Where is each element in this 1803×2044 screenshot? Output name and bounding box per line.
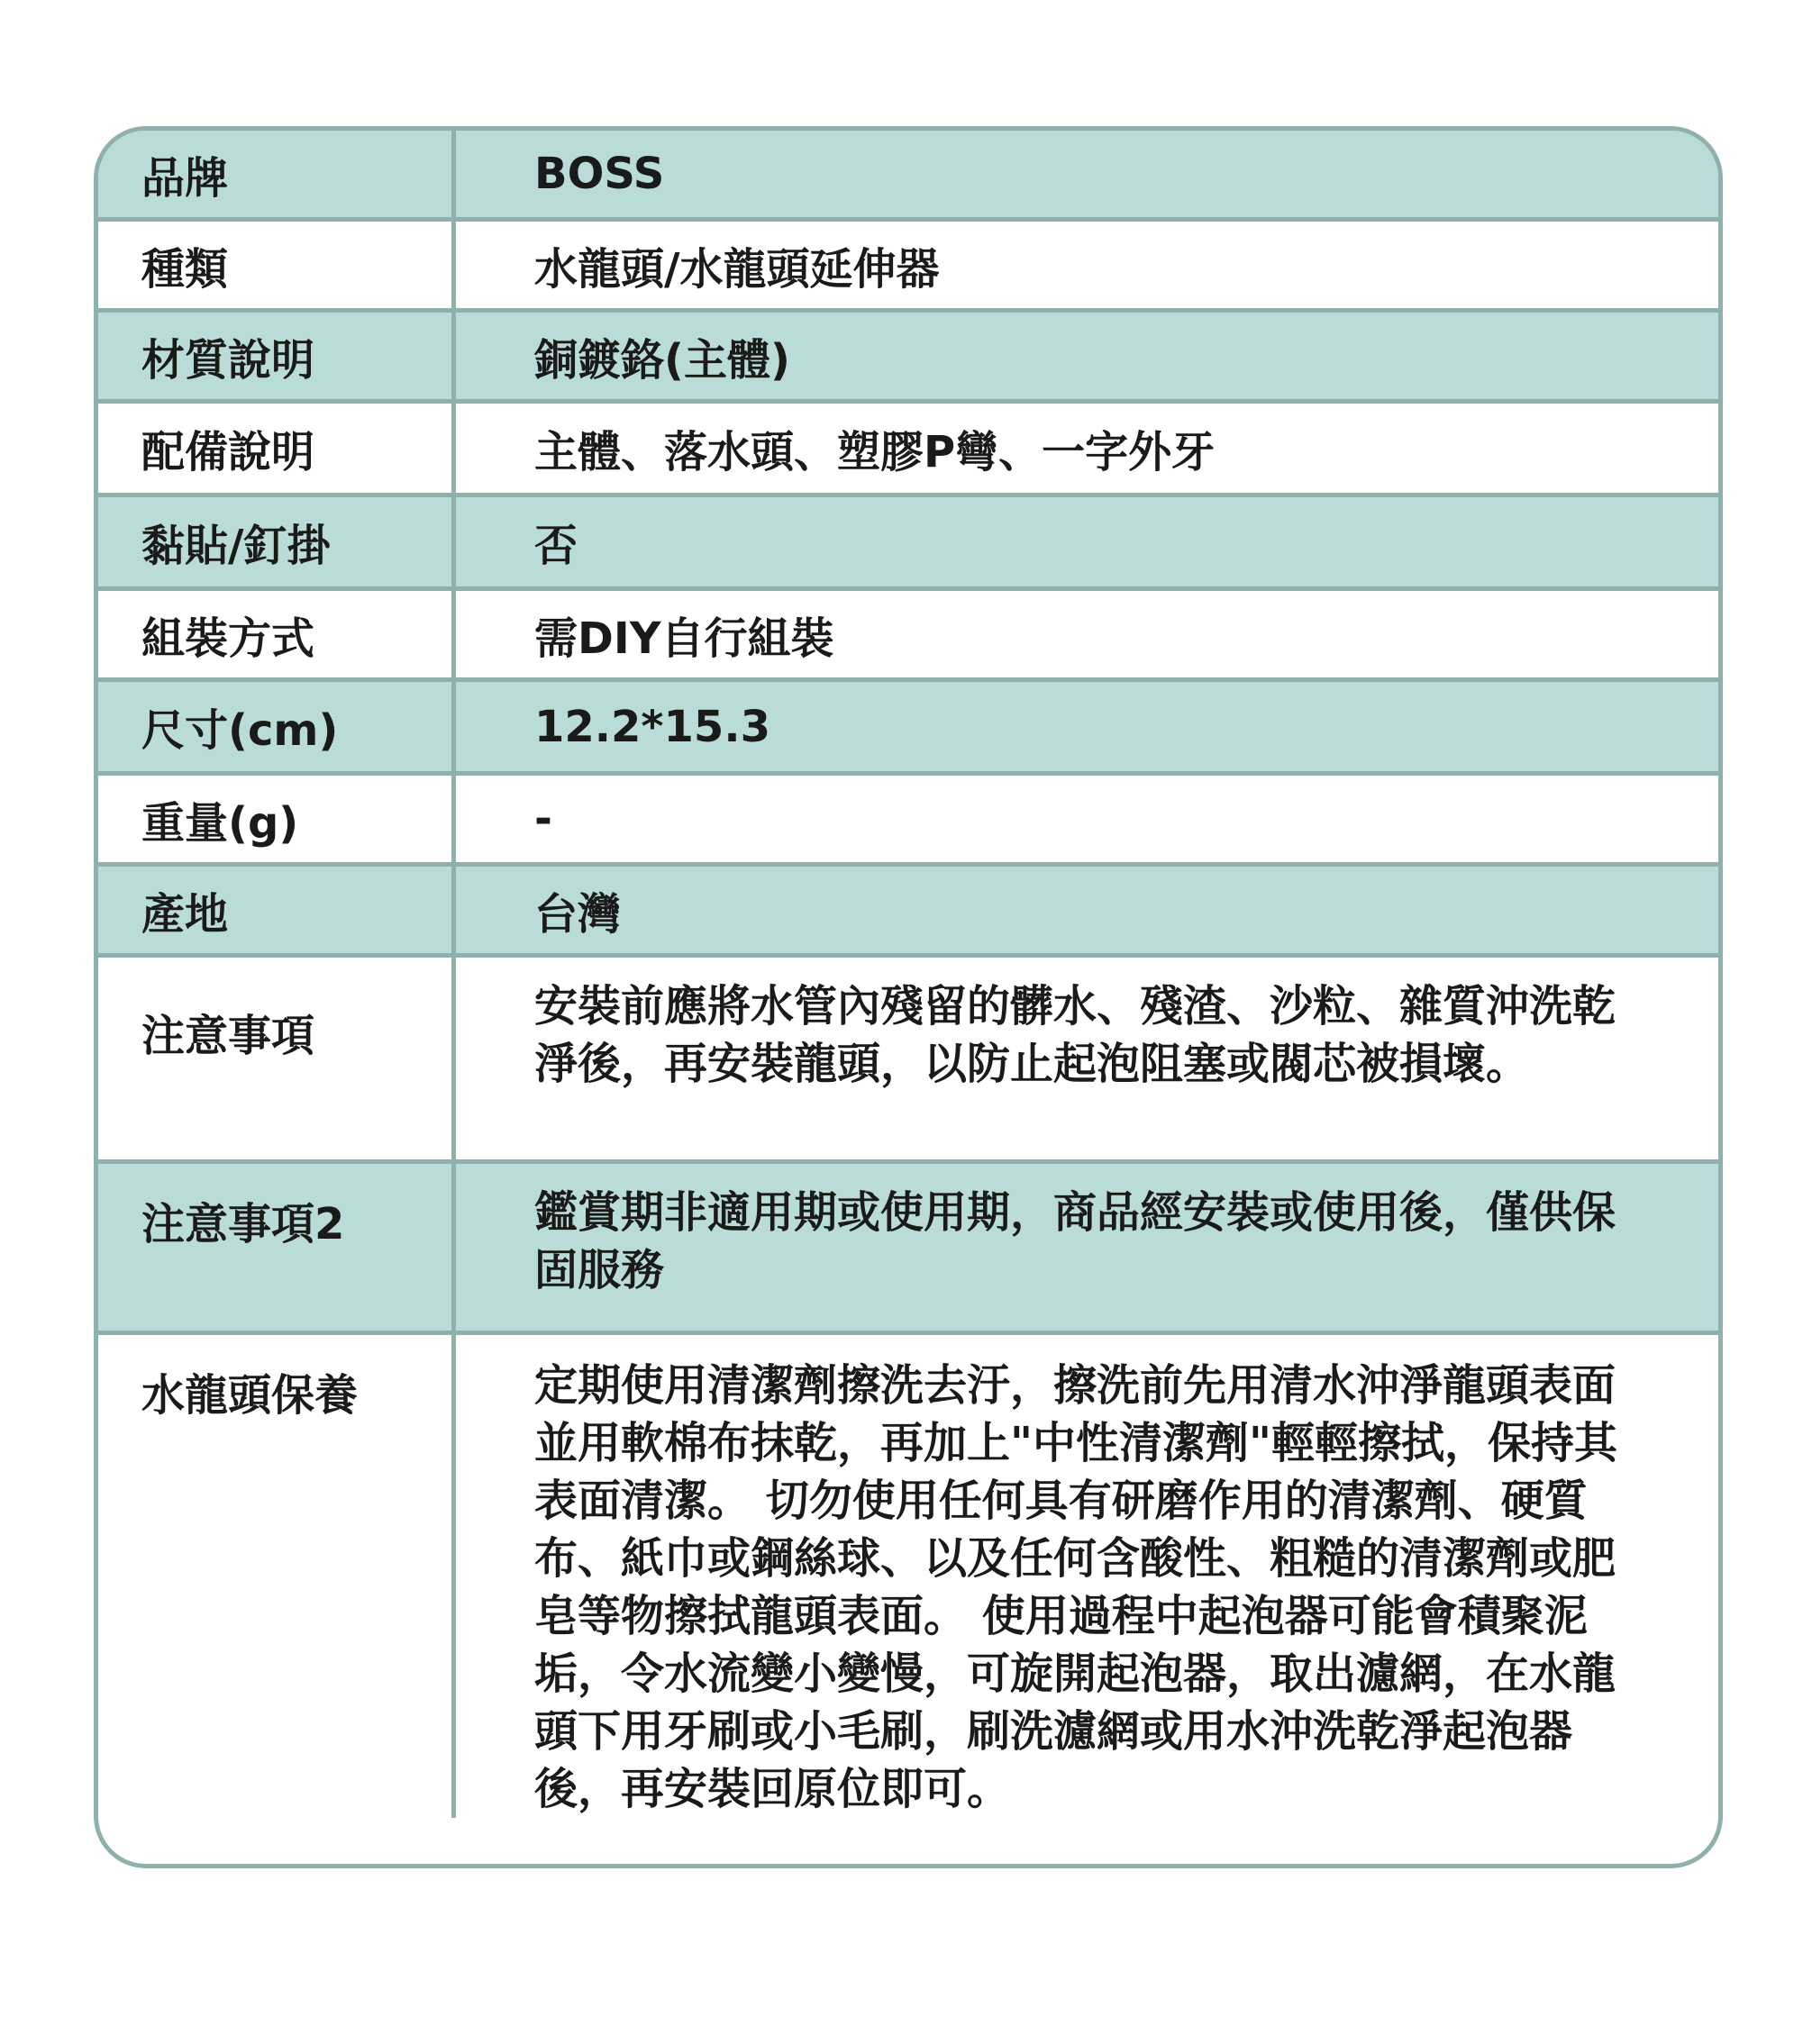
spec-row-size bbox=[98, 682, 1718, 776]
spec-label: 尺寸(cm) bbox=[98, 682, 456, 771]
spec-row-material bbox=[98, 313, 1718, 404]
spec-row-notice bbox=[98, 958, 1718, 1164]
spec-row-origin bbox=[98, 867, 1718, 958]
spec-value: 否 bbox=[534, 521, 578, 571]
spec-row-weight bbox=[98, 776, 1718, 867]
spec-value: 定期使用清潔劑擦洗去汙，擦洗前先用清水沖淨龍頭表面並用軟棉布抹乾，再加上"中性清潔劑"輕輕擦拭，保持其表面清潔。 切勿使用任何具有研磨作用的清潔劑、硬質布、紙巾或鋼絲球、以及任何含酸性、粗糙的清潔劑或肥皂等物擦拭龍頭表面。 使用過程中起泡器可能會積聚泥垢，令水流變小變慢，可旋開起泡器，取出濾網，在水龍頭下用牙刷或小毛刷，刷洗濾網或用水沖洗乾淨起泡器後，再安裝回原位即可。 bbox=[534, 1360, 1618, 1814]
spec-row-accessories bbox=[98, 404, 1718, 497]
spec-row-brand bbox=[98, 131, 1718, 222]
spec-table bbox=[94, 126, 1723, 1868]
spec-row-mounting bbox=[98, 497, 1718, 591]
spec-label: 重量(g) bbox=[98, 776, 456, 862]
spec-value: 鑑賞期非適用期或使用期，商品經安裝或使用後，僅供保固服務 bbox=[534, 1187, 1616, 1295]
spec-label: 黏貼/釘掛 bbox=[98, 497, 456, 586]
spec-value: - bbox=[534, 794, 552, 844]
spec-value: 銅鍍鉻(主體) bbox=[534, 334, 790, 386]
spec-label: 注意事項2 bbox=[98, 1164, 456, 1331]
spec-value: 需DIY自行組裝 bbox=[534, 613, 834, 664]
spec-row-assembly bbox=[98, 591, 1718, 682]
spec-value: 主體、落水頭、塑膠P彎、一字外牙 bbox=[534, 427, 1216, 477]
spec-value: BOSS bbox=[534, 149, 665, 199]
spec-label: 水龍頭保養 bbox=[98, 1335, 456, 1818]
spec-label: 組裝方式 bbox=[98, 591, 456, 677]
spec-row-faucet-care bbox=[98, 1335, 1718, 1818]
spec-label: 材質說明 bbox=[98, 313, 456, 399]
spec-value: 台灣 bbox=[534, 888, 622, 940]
spec-label: 品牌 bbox=[98, 131, 456, 217]
spec-value: 12.2*15.3 bbox=[534, 701, 770, 752]
spec-row-type bbox=[98, 222, 1718, 313]
spec-value: 安裝前應將水管內殘留的髒水、殘渣、沙粒、雜質沖洗乾淨後，再安裝龍頭，以防止起泡阻塞或閥芯被損壞。 bbox=[534, 981, 1616, 1089]
spec-label: 產地 bbox=[98, 867, 456, 953]
spec-label: 注意事項 bbox=[98, 958, 456, 1159]
spec-label: 種類 bbox=[98, 222, 456, 308]
spec-row-notice-2 bbox=[98, 1164, 1718, 1335]
spec-value: 水龍頭/水龍頭延伸器 bbox=[534, 243, 940, 295]
spec-label: 配備說明 bbox=[98, 404, 456, 493]
